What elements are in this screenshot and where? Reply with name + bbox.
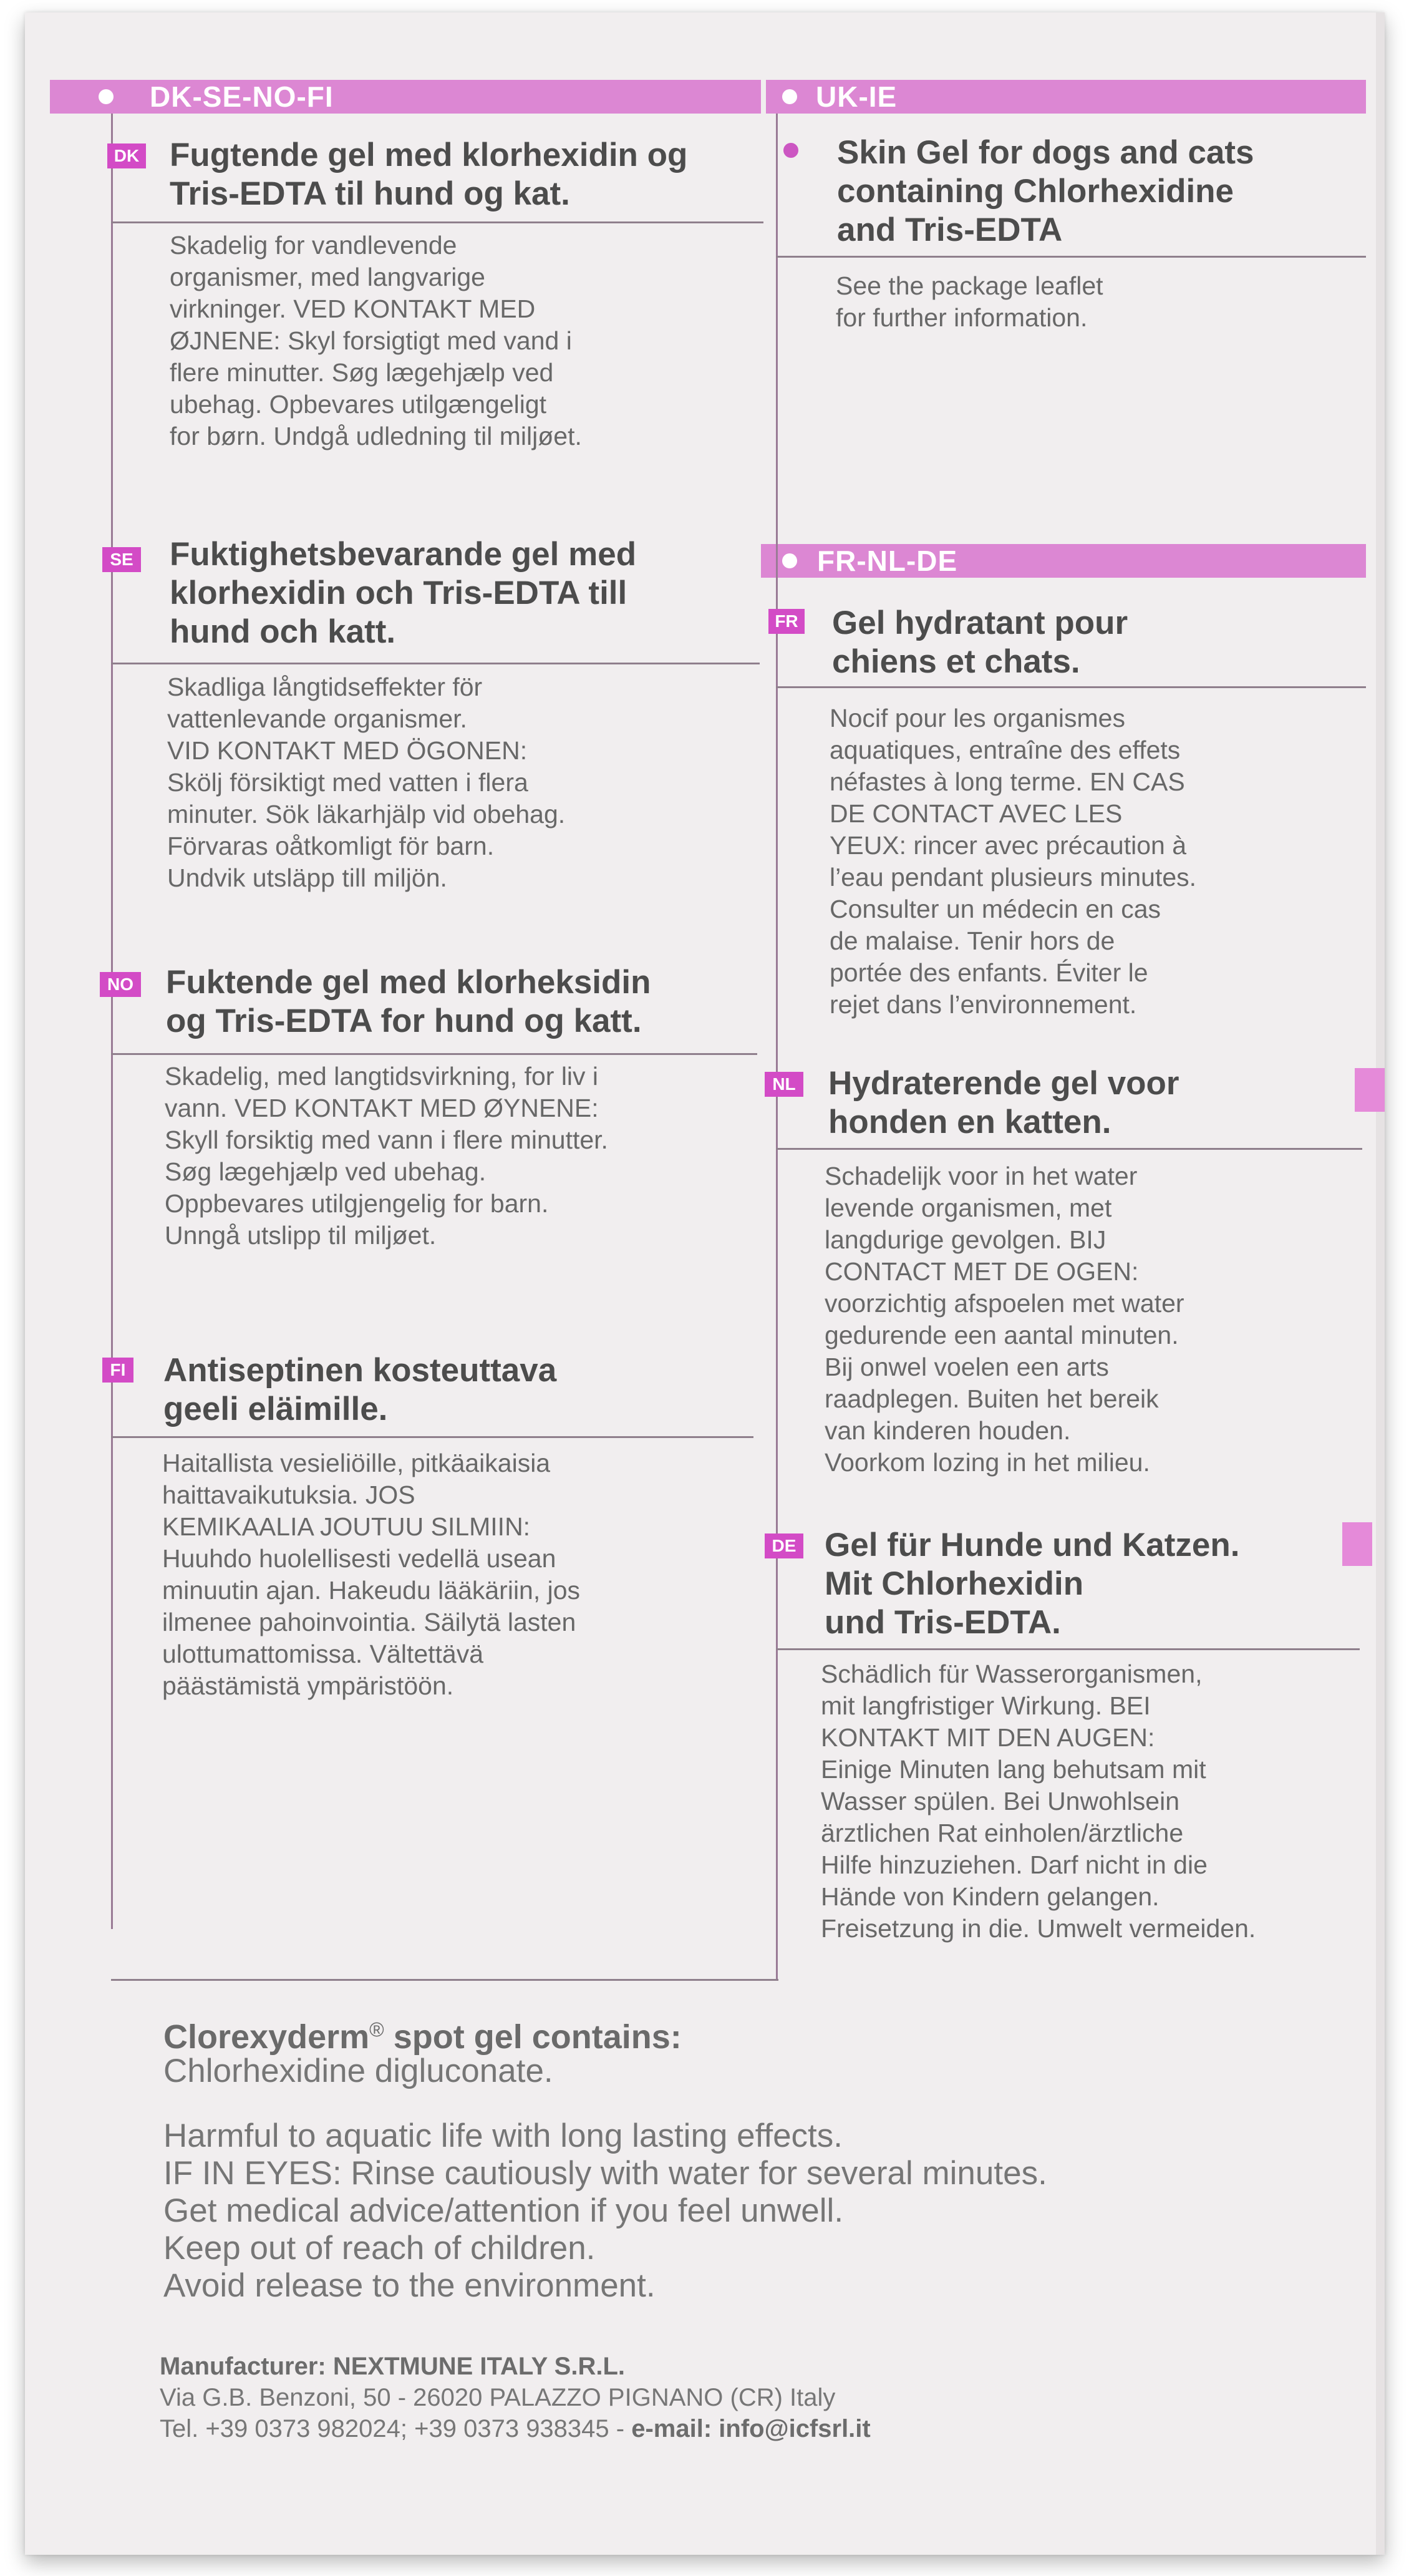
code-fr: FR xyxy=(768,609,805,634)
body-dk: Skadelig for vandlevende organismer, med langvarige virkninger. VED KONTAKT MED ØJNENE: Skyl forsigtigt med vand i flere minutter. Søg lægehjælp ved ubehag. Opbevares utilgængeligt for børn. Undgå udledning til miljøet. xyxy=(170,231,582,450)
title-fr: Gel hydratant pour chiens et chats. xyxy=(832,605,1128,680)
code-dk: DK xyxy=(107,143,146,168)
phone-numbers: Tel. +39 0373 982024; +39 0373 938345 - xyxy=(160,2415,632,2442)
product-name: Clorexyderm xyxy=(163,2018,370,2056)
code-se: SE xyxy=(102,547,141,572)
title-de: Gel für Hunde und Katzen. Mit Chlorhexidin und Tris-EDTA. xyxy=(825,1527,1240,1641)
email-address: info@icfsrl.it xyxy=(712,2415,871,2442)
band-dk-se-no-fi xyxy=(50,80,761,114)
ingredient: Chlorhexidine digluconate. xyxy=(163,2053,553,2089)
band-fr-nl-de xyxy=(761,544,1366,578)
rule-se xyxy=(111,663,760,664)
warning-line: IF IN EYES: Rinse cautiously with water for several minutes. xyxy=(163,2155,1047,2192)
band-label: DK-SE-NO-FI xyxy=(150,80,334,113)
warning-line: Get medical advice/attention if you feel unwell. xyxy=(163,2192,844,2229)
body-uk: See the package leaflet for further information. xyxy=(836,271,1103,332)
contact-line xyxy=(160,2413,871,2444)
divider-left xyxy=(111,114,113,1929)
title-se: Fuktighetsbevarande gel med klorhexidin och Tris-EDTA till hund och katt. xyxy=(170,536,637,650)
code-no: NO xyxy=(100,972,141,997)
divider-right xyxy=(776,114,778,1979)
manufacturer-label: Manufacturer: xyxy=(160,2353,326,2380)
manufacturer-line xyxy=(160,2351,625,2382)
body-fr: Nocif pour les organismes aquatiques, entraîne des effets néfastes à long terme. EN CAS DE CONTACT AVEC LES YEUX: rincer avec précaution à l’eau pendant plusieurs minutes. Consulter un médecin en cas de malaise. Tenir hors de portée des enfants. Éviter le rejet dans l’environnement. xyxy=(830,704,1197,1019)
code-de: DE xyxy=(765,1533,803,1558)
body-fi: Haitallista vesieliöille, pitkäaikaisia haittavaikutuksia. JOS KEMIKAALIA JOUTUU SILMIIN: Huuhdo huolellisesti vedellä usean minuutin ajan. Hakeudu lääkäriin, jos ilmenee pahoinvointia. Säilytä lasten ulottumattomissa. Vältettävä päästämistä ympäristöön. xyxy=(162,1449,581,1700)
band-label: UK-IE xyxy=(816,80,898,113)
body-no: Skadelig, med langtidsvirkning, for liv i vann. VED KONTAKT MED ØYNENE: Skyll forsiktig med vann i flere minutter. Søg lægehjælp ved ubehag. Oppbevares utilgjengelig for barn. Unngå utslipp til miljøet. xyxy=(165,1062,608,1250)
code-fi: FI xyxy=(102,1358,133,1383)
body-de: Schädlich für Wasserorganismen, mit langfristiger Wirkung. BEI KONTAKT MIT DEN AUGEN: Einige Minuten lang behutsam mit Wasser spülen. Bei Unwohlsein ärztlichen Rat einholen/ärztliche Hilfe hinzuziehen. Darf nicht in die Hände von Kindern gelangen. Freisetzung in die. Umwelt vermeiden. xyxy=(821,1660,1256,1943)
registered-mark: ® xyxy=(369,2018,384,2041)
body-se: Skadliga långtidseffekter för vattenlevande organismer. VID KONTAKT MED ÖGONEN: Skölj försiktigt med vatten i flera minuter. Sök läkarhjälp vid obehag. Förvaras oåtkomligt för barn. Undvik utsläpp till miljön. xyxy=(167,673,566,892)
uk-bullet xyxy=(783,143,798,158)
warning-line: Avoid release to the environment. xyxy=(163,2267,656,2304)
warning-line: Harmful to aquatic life with long lasting effects. xyxy=(163,2117,843,2154)
warning-line: Keep out of reach of children. xyxy=(163,2230,596,2267)
title-dk: Fugtende gel med klorhexidin og Tris-EDTA til hund og kat. xyxy=(170,137,688,212)
code-nl: NL xyxy=(765,1072,803,1097)
title-fi: Antiseptinen kosteuttava geeli eläimille. xyxy=(163,1352,557,1427)
title-no: Fuktende gel med klorheksidin og Tris-EDTA for hund og katt. xyxy=(166,964,651,1039)
title-nl: Hydraterende gel voor honden en katten. xyxy=(828,1065,1179,1140)
edge-tab-nl xyxy=(1355,1068,1385,1112)
rule-fr xyxy=(776,686,1366,688)
summary-title-rest: spot gel contains: xyxy=(384,2018,682,2056)
rule-fi xyxy=(111,1436,753,1438)
card-edge xyxy=(1376,12,1385,2555)
rule-uk xyxy=(776,256,1366,258)
body-nl: Schadelijk voor in het water levende organismen, met langdurige gevolgen. BIJ CONTACT MET DE OGEN: voorzichtig afspoelen met water gedurende een aantal minuten. Bij onwel voelen een arts raadplegen. Buiten het bereik van kinderen houden. Voorkom lozing in het milieu. xyxy=(825,1162,1184,1477)
email-label: e-mail: xyxy=(631,2415,712,2442)
manufacturer-address: Via G.B. Benzoni, 50 - 26020 PALAZZO PIGNANO (CR) Italy xyxy=(160,2384,836,2411)
band-uk-ie xyxy=(766,80,1366,114)
rule-de xyxy=(776,1648,1360,1650)
rule-dk xyxy=(111,221,763,223)
band-label: FR-NL-DE xyxy=(817,545,958,577)
rule-bottom xyxy=(111,1979,778,1981)
rule-nl xyxy=(776,1148,1362,1150)
summary-title xyxy=(163,2010,682,2056)
manufacturer-name: NEXTMUNE ITALY S.R.L. xyxy=(326,2353,626,2380)
rule-no xyxy=(111,1053,757,1055)
title-uk: Skin Gel for dogs and cats containing Chlorhexidine and Tris-EDTA xyxy=(837,134,1254,248)
edge-tab-de xyxy=(1342,1522,1372,1566)
